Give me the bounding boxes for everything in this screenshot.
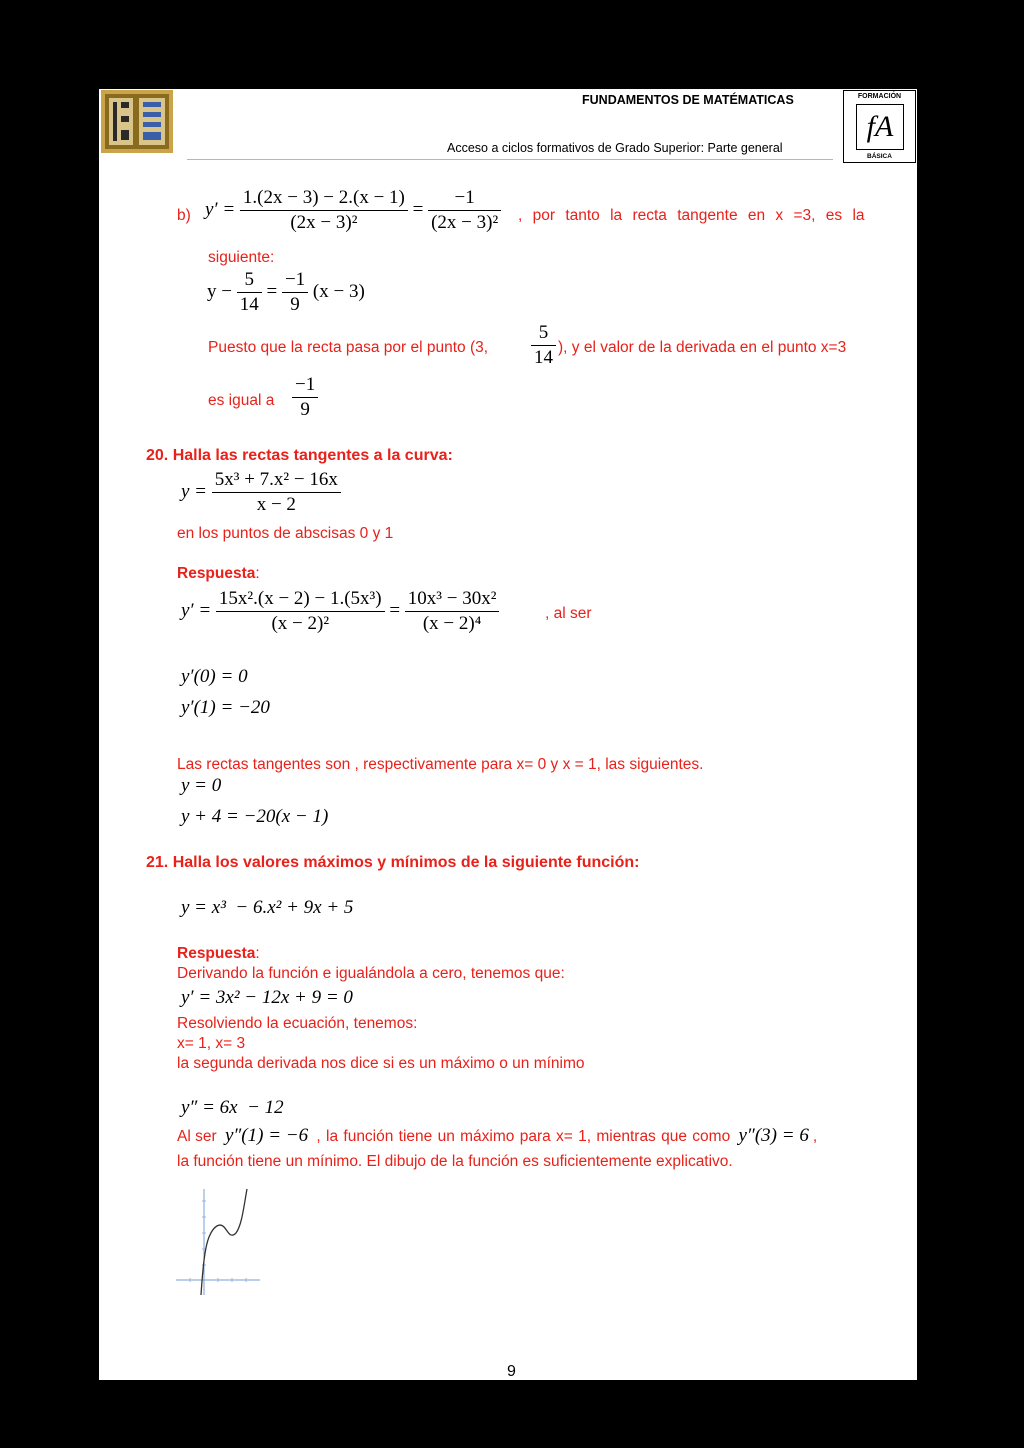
- question-20-derivative: [181, 587, 499, 636]
- fraction-numerator: 5: [237, 268, 262, 293]
- question-20-tangent-0: y = 0: [181, 775, 222, 796]
- section-b-label: b): [177, 207, 191, 224]
- equals: =: [412, 198, 424, 220]
- respuesta-label: Respuesta: [177, 565, 256, 582]
- question-20-value-1: y′(1) = −20: [181, 697, 270, 718]
- function-curve: [201, 1189, 247, 1295]
- fraction-denominator: 14: [239, 294, 259, 315]
- comma: ,: [812, 1128, 818, 1145]
- fraction: [282, 268, 308, 317]
- header-title: FUNDAMENTOS DE MATÉMATICAS: [582, 93, 794, 107]
- imac-kei-logo-icon: [101, 90, 173, 153]
- question-20-derivative-tail: , al ser: [545, 605, 592, 622]
- logo-right-top: FORMACIÓN: [857, 93, 902, 100]
- section-b-siguiente: siguiente:: [208, 249, 275, 266]
- question-21-second-text: la segunda derivada nos dice si es un máximo o un mínimo: [177, 1055, 585, 1072]
- fraction-numerator: 5: [531, 321, 556, 346]
- section-b-derivative: [205, 186, 501, 235]
- equals: =: [389, 599, 401, 621]
- section-b-explain-3: es igual a: [208, 392, 275, 409]
- question-21-conclusion-line: [177, 1125, 879, 1147]
- question-21-derivative: y′ = 3x² − 12x + 9 = 0: [181, 987, 353, 1008]
- function-lhs: y =: [181, 480, 208, 502]
- fraction: [240, 186, 408, 235]
- fraction-denominator: (x − 2)²: [271, 613, 330, 634]
- line-lhs: y −: [207, 280, 232, 302]
- logo-right-bottom: BÁSICA: [867, 153, 892, 160]
- question-21-roots: x= 1, x= 3: [177, 1035, 246, 1052]
- question-21-deriving: Derivando la función e igualándola a cero, tenemos que:: [177, 965, 565, 982]
- fraction: [531, 321, 556, 370]
- question-20-value-0: y′(0) = 0: [181, 666, 248, 687]
- question-20-respuesta: [177, 565, 260, 583]
- question-21-solving: Resolviendo la ecuación, tenemos:: [177, 1015, 418, 1032]
- fraction-denominator: x − 2: [256, 494, 296, 515]
- section-b-explain-1: Puesto que la recta pasa por el punto (3,: [208, 339, 489, 356]
- function-graph: [174, 1185, 264, 1297]
- second-derivative-at-3: y″(3) = 6: [738, 1125, 809, 1146]
- question-20-points: en los puntos de abscisas 0 y 1: [177, 525, 394, 542]
- fraction: [405, 587, 500, 636]
- question-20-tangents-text: Las rectas tangentes son , respectivamente para x= 0 y x = 1, las siguientes.: [177, 756, 704, 773]
- fraction-numerator: −1: [292, 373, 318, 398]
- section-b-tangent-line: [207, 268, 365, 317]
- document-page: [99, 89, 917, 1380]
- question-21-respuesta: [177, 945, 260, 963]
- fraction: [292, 373, 318, 422]
- fraction: [237, 268, 262, 317]
- maximum-text: , la función tiene un máximo para x= 1, mientras que como: [316, 1128, 731, 1145]
- respuesta-colon: :: [255, 945, 260, 962]
- fraction-numerator: −1: [428, 186, 501, 211]
- al-ser-text: Al ser: [177, 1128, 217, 1145]
- section-b-derivative-tail: , por tanto la recta tangente en x =3, es la: [518, 207, 865, 224]
- derivative-lhs: y′ =: [205, 198, 236, 220]
- fraction: [216, 587, 385, 636]
- fraction-denominator: (2x − 3)²: [431, 212, 499, 233]
- question-20-function: [181, 468, 341, 517]
- header-subtitle: Acceso a ciclos formativos de Grado Superior: Parte general: [447, 141, 783, 155]
- question-20-title: 20. Halla las rectas tangentes a la curva:: [146, 447, 453, 464]
- fraction-denominator: 9: [300, 399, 310, 420]
- page-number: 9: [507, 1363, 516, 1380]
- fraction-denominator: 14: [534, 347, 553, 368]
- logo-right-mark: fA: [866, 110, 894, 143]
- formacion-basica-icon: [856, 104, 904, 150]
- fraction: [212, 468, 341, 517]
- fraction-denominator: 9: [290, 294, 300, 315]
- question-21-title: 21. Halla los valores máximos y mínimos de la siguiente función:: [146, 854, 640, 871]
- header-divider: [187, 159, 833, 160]
- respuesta-colon: :: [255, 565, 260, 582]
- cubic-plot: [174, 1185, 264, 1297]
- section-b-explain-2: ), y el valor de la derivada en el punto x=3: [558, 339, 847, 356]
- second-derivative-at-1: y″(1) = −6: [224, 1125, 309, 1146]
- fraction-numerator: 5x³ + 7.x² − 16x: [212, 468, 341, 493]
- axis-ticks: [190, 1201, 246, 1282]
- equals: =: [266, 280, 278, 302]
- fraction: [428, 186, 501, 235]
- respuesta-label: Respuesta: [177, 945, 256, 962]
- fraction-numerator: −1: [282, 268, 308, 293]
- question-20-tangent-1: y + 4 = −20(x − 1): [181, 806, 329, 827]
- fraction-numerator: 10x³ − 30x²: [405, 587, 500, 612]
- line-tail: (x − 3): [312, 280, 365, 302]
- question-21-conclusion: la función tiene un mínimo. El dibujo de la función es suficientemente explicativo.: [177, 1153, 733, 1170]
- fraction-denominator: (x − 2)⁴: [422, 613, 482, 634]
- question-21-function: y = x³ − 6.x² + 9x + 5: [181, 897, 354, 918]
- fraction-numerator: 1.(2x − 3) − 2.(x − 1): [240, 186, 408, 211]
- logo-right: [843, 90, 916, 163]
- question-21-second-derivative: y″ = 6x − 12: [181, 1097, 284, 1118]
- fraction-numerator: 15x².(x − 2) − 1.(5x³): [216, 587, 385, 612]
- derivative-lhs: y′ =: [181, 599, 212, 621]
- logo-left: [101, 90, 173, 153]
- section-b-explain-slope: [292, 373, 318, 422]
- fraction-denominator: (2x − 3)²: [290, 212, 358, 233]
- section-b-explain-point: [531, 321, 556, 370]
